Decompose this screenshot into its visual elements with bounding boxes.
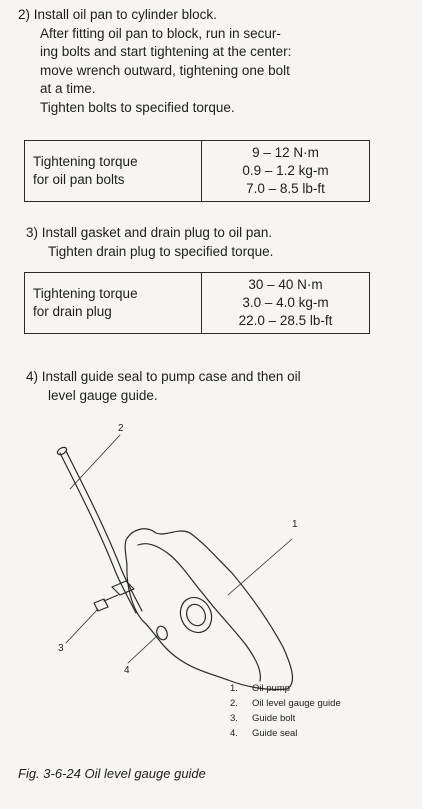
- figure-legend: [230, 681, 341, 741]
- step-2-line-3: move wrench outward, tightening one bolt: [40, 62, 290, 78]
- legend-number: 2.: [230, 698, 238, 709]
- pump-bore: [175, 592, 217, 637]
- oil-pan-bolt-torque-table: [24, 140, 370, 202]
- legend-number: 4.: [230, 728, 238, 739]
- step-2-heading: 2) Install oil pan to cylinder block.: [18, 7, 217, 22]
- step-3-heading: 3) Install gasket and drain plug to oil pan.: [26, 225, 273, 240]
- drain-plug-torque-values: [202, 273, 370, 334]
- step-2-line-2: ing bolts and start tightening at the center:: [40, 44, 292, 59]
- drain-plug-label-line-2: for drain plug: [33, 304, 112, 319]
- gauge-guide-tube: [60, 453, 136, 613]
- gauge-guide-cap: [56, 446, 68, 456]
- step-2: [18, 6, 370, 117]
- gauge-guide-tube-inner: [66, 451, 142, 611]
- pump-bore-inner: [183, 601, 209, 629]
- legend-text: Guide bolt: [252, 713, 296, 724]
- legend-text: Oil pump: [252, 683, 291, 694]
- drain-plug-torque-label: [25, 273, 202, 334]
- step-4: [26, 368, 378, 405]
- torque-value-nm: 9 – 12 N·m: [252, 145, 319, 160]
- pump-housing-outline: [125, 529, 292, 690]
- legend-text: Oil level gauge guide: [252, 698, 341, 709]
- torque-value-lbft: 22.0 – 28.5 lb-ft: [238, 313, 333, 328]
- torque-value-kgm: 0.9 – 1.2 kg-m: [242, 163, 329, 178]
- drain-plug-torque-table: [24, 272, 370, 334]
- legend-number: 1.: [230, 683, 238, 694]
- figure-caption: Fig. 3-6-24 Oil level gauge guide: [18, 766, 206, 781]
- torque-value-nm: 30 – 40 N·m: [248, 277, 323, 292]
- guide-seal: [155, 625, 169, 642]
- oil-pan-bolt-label-line-1: Tightening torque: [33, 154, 138, 169]
- legend-item: [230, 696, 341, 711]
- legend-text: Guide seal: [252, 728, 298, 739]
- oil-level-gauge-guide-figure: [0, 415, 422, 755]
- oil-pan-bolt-torque-values: [202, 141, 370, 202]
- step-4-continuation: level gauge guide.: [48, 387, 158, 403]
- legend-item: [230, 726, 341, 741]
- step-2-instruction: Tighten bolts to specified torque.: [40, 99, 235, 115]
- leader-2: [70, 435, 120, 489]
- oil-pump-illustration: [0, 415, 422, 755]
- callout-3: 3: [58, 643, 64, 654]
- leader-3: [66, 609, 98, 643]
- oil-pan-bolt-label-line-2: for oil pan bolts: [33, 172, 125, 187]
- callout-1: 1: [292, 519, 298, 530]
- step-3: [26, 224, 378, 261]
- legend-item: [230, 711, 341, 726]
- step-2-line-4: at a time.: [40, 81, 96, 96]
- legend-item: [230, 681, 341, 696]
- guide-bolt: [94, 595, 118, 611]
- legend-number: 3.: [230, 713, 238, 724]
- callout-2: 2: [118, 423, 124, 434]
- step-4-heading: 4) Install guide seal to pump case and then oil: [26, 369, 301, 384]
- step-2-line-1: After fitting oil pan to block, run in secur-: [40, 25, 281, 41]
- callout-4: 4: [124, 665, 130, 676]
- step-3-instruction: Tighten drain plug to specified torque.: [48, 243, 274, 259]
- oil-pan-bolt-torque-label: [25, 141, 202, 202]
- leader-1: [228, 539, 292, 595]
- torque-value-lbft: 7.0 – 8.5 lb-ft: [246, 181, 325, 196]
- drain-plug-label-line-1: Tightening torque: [33, 286, 138, 301]
- pump-housing-inner-edge: [138, 544, 260, 681]
- torque-value-kgm: 3.0 – 4.0 kg-m: [242, 295, 329, 310]
- leader-4: [128, 635, 158, 663]
